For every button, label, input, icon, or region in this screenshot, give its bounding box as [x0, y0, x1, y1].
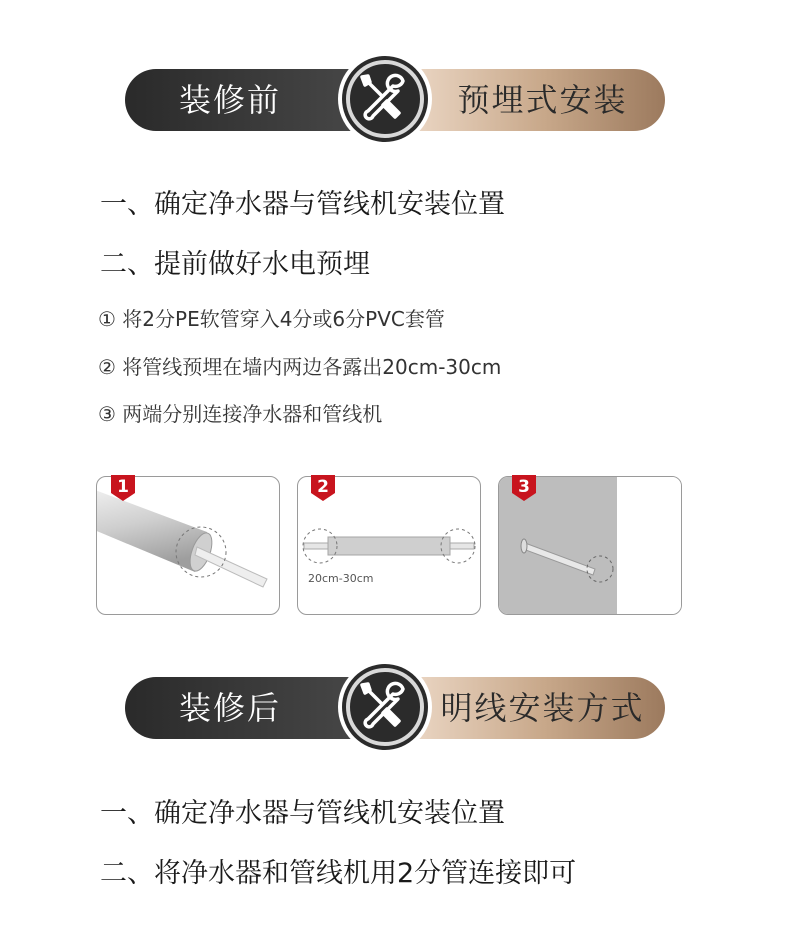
banner-right-label: 预埋式安装	[457, 81, 628, 119]
step-3: ③ 两端分别连接净水器和管线机	[98, 402, 383, 426]
before-heading-1: 一、确定净水器与管线机安装位置	[100, 189, 505, 220]
before-banner	[125, 69, 665, 131]
step-1: ① 将2分PE软管穿入4分或6分PVC套管	[98, 307, 445, 331]
step-tag-number: 1	[117, 477, 129, 497]
step-tag-1	[111, 475, 135, 501]
length-caption: 20cm-30cm	[308, 572, 374, 585]
before-heading-2: 二、提前做好水电预埋	[100, 249, 370, 280]
step-tag-2	[311, 475, 335, 501]
step-tag-number: 3	[518, 477, 530, 497]
step-2: ② 将管线预埋在墙内两边各露出20cm-30cm	[98, 355, 502, 379]
tools-icon	[337, 659, 433, 755]
step-tag-3	[512, 475, 536, 501]
banner-left-label: 装修后	[178, 689, 281, 727]
after-heading-1: 一、确定净水器与管线机安装位置	[100, 798, 505, 829]
tools-icon	[337, 51, 433, 147]
banner-left-label: 装修前	[178, 81, 281, 119]
banner-right-label: 明线安装方式	[440, 689, 645, 727]
after-banner	[125, 677, 665, 739]
after-heading-2: 二、将净水器和管线机用2分管连接即可	[100, 858, 577, 889]
step-tag-number: 2	[317, 477, 329, 497]
